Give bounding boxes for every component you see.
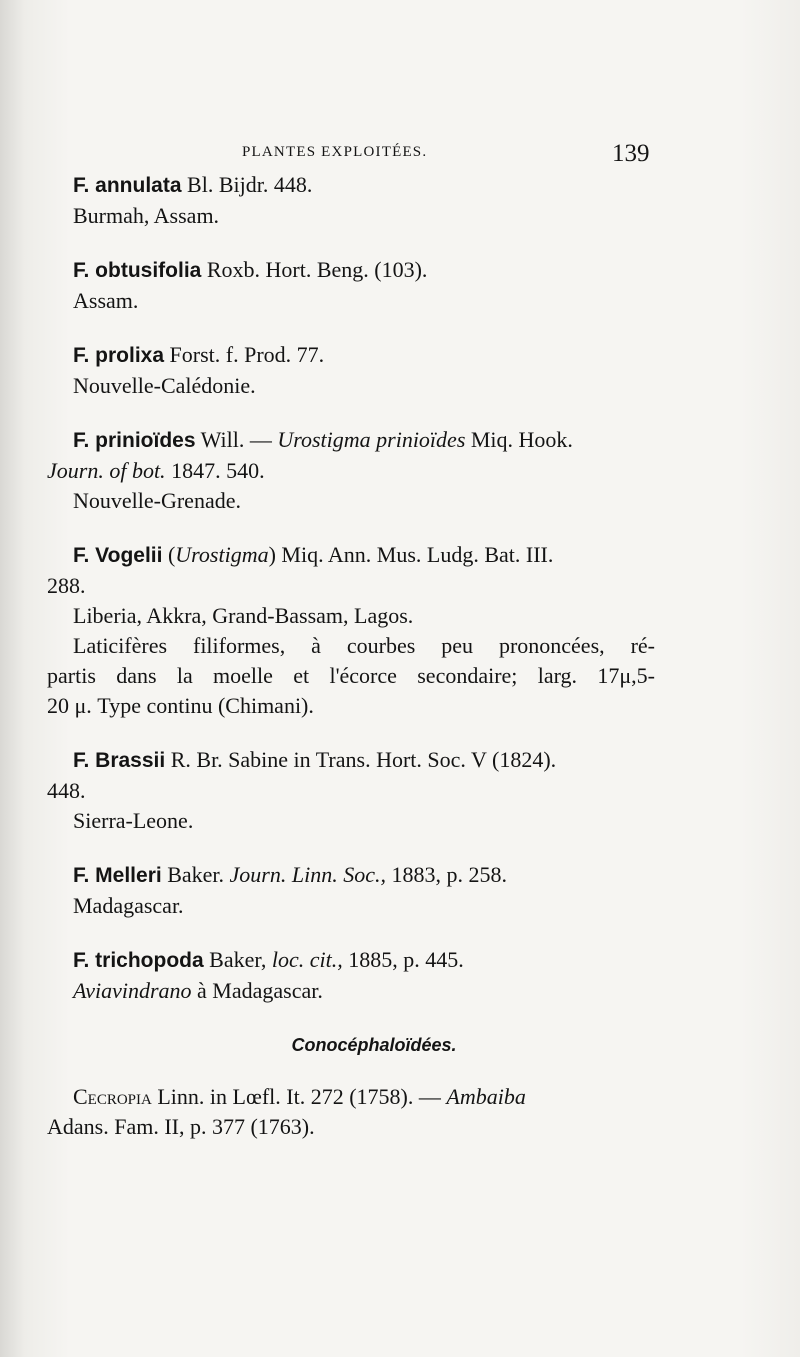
citation: Baker. xyxy=(161,862,230,887)
species-name: F. Brassii xyxy=(73,749,166,772)
locality xyxy=(47,976,655,1006)
species-name: F. trichopoda xyxy=(73,949,204,972)
locality: Nouvelle-Grenade. xyxy=(73,488,241,513)
citation-continued: 288. xyxy=(47,573,86,598)
species-entry xyxy=(47,340,655,401)
citation-continued: Adans. Fam. II, p. 377 (1763). xyxy=(47,1114,315,1139)
entry-heading xyxy=(47,255,655,286)
species-entry xyxy=(47,425,655,516)
locality: Madagascar. xyxy=(73,893,184,918)
journal: Journ. of bot. xyxy=(47,458,166,483)
genus-name: Cecropia xyxy=(73,1084,152,1109)
species-entry xyxy=(47,860,655,921)
page-number: 139 xyxy=(612,140,650,167)
species-name: F. annulata xyxy=(73,174,182,197)
species-entry xyxy=(47,945,655,1006)
citation: 1847. 540. xyxy=(165,458,265,483)
page-body xyxy=(47,170,655,1142)
locality: Nouvelle-Calédonie. xyxy=(73,373,256,398)
citation: Will. — xyxy=(195,427,278,452)
entry-heading xyxy=(47,1082,655,1112)
species-entry xyxy=(47,170,655,231)
section-heading: Conocéphaloïdées. xyxy=(291,1035,457,1055)
locality: Sierra-Leone. xyxy=(73,808,194,833)
locality-name: Aviavindrano xyxy=(73,978,192,1003)
citation-continued xyxy=(47,456,655,486)
species-name: F. prolixa xyxy=(73,344,165,367)
citation: 1885, p. 445. xyxy=(342,947,464,972)
entry-heading xyxy=(47,540,655,571)
synonym: Ambaiba xyxy=(446,1084,526,1109)
citation-continued: 448. xyxy=(47,778,86,803)
citation: Miq. Hook. xyxy=(465,427,573,452)
species-entry xyxy=(47,745,655,836)
entry-heading xyxy=(47,340,655,371)
note-line: 20 μ. Type continu (Chimani). xyxy=(47,693,314,718)
note-line: partis dans la moelle et l'écorce secondaire; larg. 17μ,5- xyxy=(47,663,655,688)
species-name: F. Vogelii xyxy=(73,544,163,567)
entry-heading xyxy=(47,425,655,456)
entry-heading xyxy=(47,170,655,201)
citation: 1883, p. 258. xyxy=(385,862,507,887)
locality-rest: à Madagascar. xyxy=(191,978,323,1003)
synonym: Urostigma prinioïdes xyxy=(277,427,466,452)
citation: Bl. Bijdr. 448. xyxy=(181,172,313,197)
locality: Liberia, Akkra, Grand-Bassam, Lagos. xyxy=(73,603,414,628)
running-title: PLANTES EXPLOITÉES. xyxy=(242,144,428,160)
citation: ) Miq. Ann. Mus. Ludg. Bat. III. xyxy=(268,542,554,567)
species-name: F. obtusifolia xyxy=(73,259,202,282)
note-line: Laticifères filiformes, à courbes peu prononcées, ré- xyxy=(73,633,655,658)
locality: Burmah, Assam. xyxy=(73,203,220,228)
species-name: F. prinioïdes xyxy=(73,429,196,452)
citation: Forst. f. Prod. 77. xyxy=(164,342,325,367)
paren: ( xyxy=(162,542,176,567)
genus-entry xyxy=(47,1082,655,1142)
species-entry xyxy=(47,255,655,316)
loc-cit: loc. cit., xyxy=(271,947,343,972)
species-entry xyxy=(47,540,655,721)
species-name: F. Melleri xyxy=(73,864,162,887)
citation: Baker, xyxy=(203,947,272,972)
entry-heading xyxy=(47,860,655,891)
citation: Linn. in Lœfl. It. 272 (1758). — xyxy=(151,1084,447,1109)
citation: Roxb. Hort. Beng. (103). xyxy=(201,257,428,282)
genus: Urostigma xyxy=(175,542,269,567)
journal: Journ. Linn. Soc., xyxy=(229,862,386,887)
citation: R. Br. Sabine in Trans. Hort. Soc. V (1824). xyxy=(165,747,557,772)
entry-heading xyxy=(47,745,655,776)
locality: Assam. xyxy=(73,288,139,313)
entry-heading xyxy=(47,945,655,976)
